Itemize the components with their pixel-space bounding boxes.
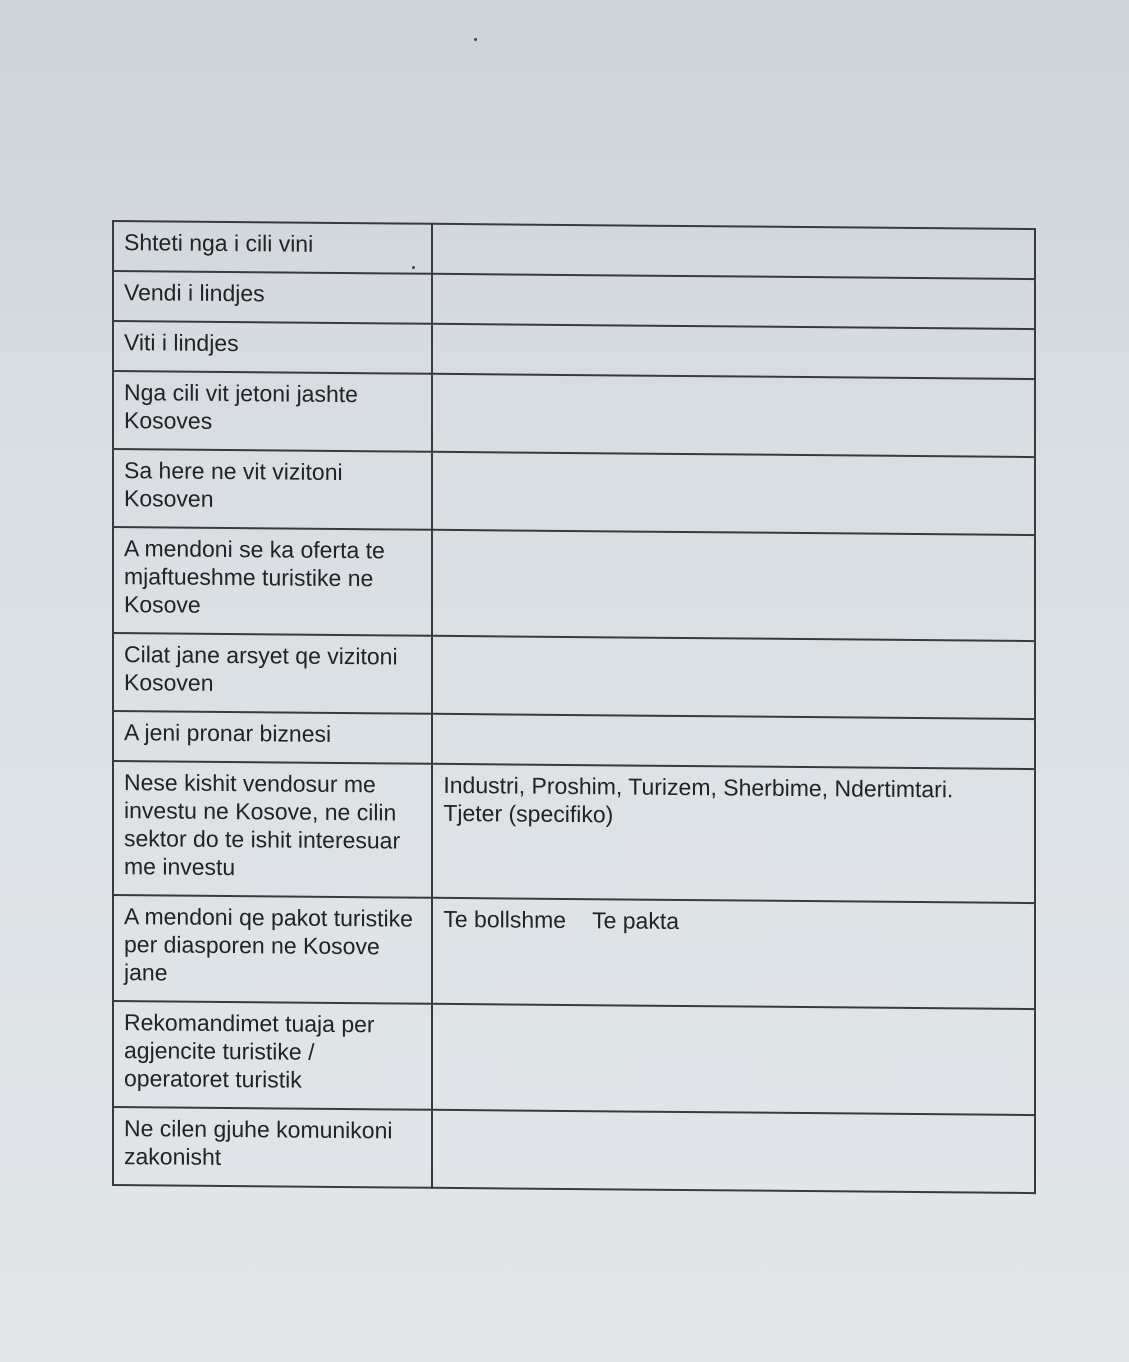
- question-cell: Ne cilen gjuhe komunikoni zakonisht: [113, 1107, 432, 1188]
- question-cell: A mendoni qe pakot turistike per diasporen ne Kosove jane: [113, 895, 432, 1004]
- answer-cell[interactable]: [432, 1004, 1035, 1115]
- question-cell: Rekomandimet tuaja per agjencite turistike / operatoret turistik: [113, 1001, 432, 1110]
- answer-cell[interactable]: [432, 224, 1035, 279]
- answer-cell[interactable]: [432, 274, 1035, 329]
- table-row: [113, 371, 1035, 457]
- answer-cell[interactable]: [432, 452, 1035, 535]
- answer-cell[interactable]: [432, 636, 1035, 719]
- table-row: [113, 895, 1035, 1009]
- question-cell: Nga cili vit jetoni jashte Kosoves: [113, 371, 432, 452]
- question-cell: A mendoni se ka oferta te mjaftueshme turistike ne Kosove: [113, 527, 432, 636]
- question-cell: Viti i lindjes: [113, 321, 432, 374]
- table-row: [113, 1107, 1035, 1193]
- table-row: [113, 271, 1035, 329]
- answer-cell[interactable]: [432, 764, 1035, 903]
- answer-cell[interactable]: [432, 374, 1035, 457]
- paper-speck: [474, 38, 477, 41]
- option-sufficient[interactable]: Te bollshme: [443, 905, 567, 933]
- question-cell: Sa here ne vit vizitoni Kosoven: [113, 449, 432, 530]
- question-cell: Nese kishit vendosur me investu ne Kosove, ne cilin sektor do te ishit interesuar me investu: [113, 761, 432, 898]
- sector-options-text: Industri, Proshim, Turizem, Sherbime, Ndertimtari.: [443, 771, 954, 803]
- answer-cell[interactable]: [432, 1110, 1035, 1193]
- answer-cell[interactable]: [432, 324, 1035, 379]
- question-cell: A jeni pronar biznesi: [113, 711, 432, 764]
- sector-other-text: Tjeter (specifiko): [443, 799, 614, 828]
- answer-cell[interactable]: [432, 530, 1035, 641]
- table-row: [113, 321, 1035, 379]
- answer-cell[interactable]: [432, 714, 1035, 769]
- answer-cell[interactable]: [432, 898, 1035, 1009]
- option-few[interactable]: Te pakta: [592, 907, 680, 934]
- table-row: [113, 449, 1035, 535]
- questionnaire-table: [112, 220, 1036, 1194]
- table-row: [113, 527, 1035, 641]
- table-row: [113, 1001, 1035, 1115]
- question-cell: Cilat jane arsyet qe vizitoni Kosoven: [113, 633, 432, 714]
- table-row: [113, 633, 1035, 719]
- question-cell: Vendi i lindjes: [113, 271, 432, 324]
- question-cell: Shteti nga i cili vini: [113, 221, 432, 274]
- table-row: [113, 761, 1035, 903]
- table-row: [113, 221, 1035, 279]
- table-row: [113, 711, 1035, 769]
